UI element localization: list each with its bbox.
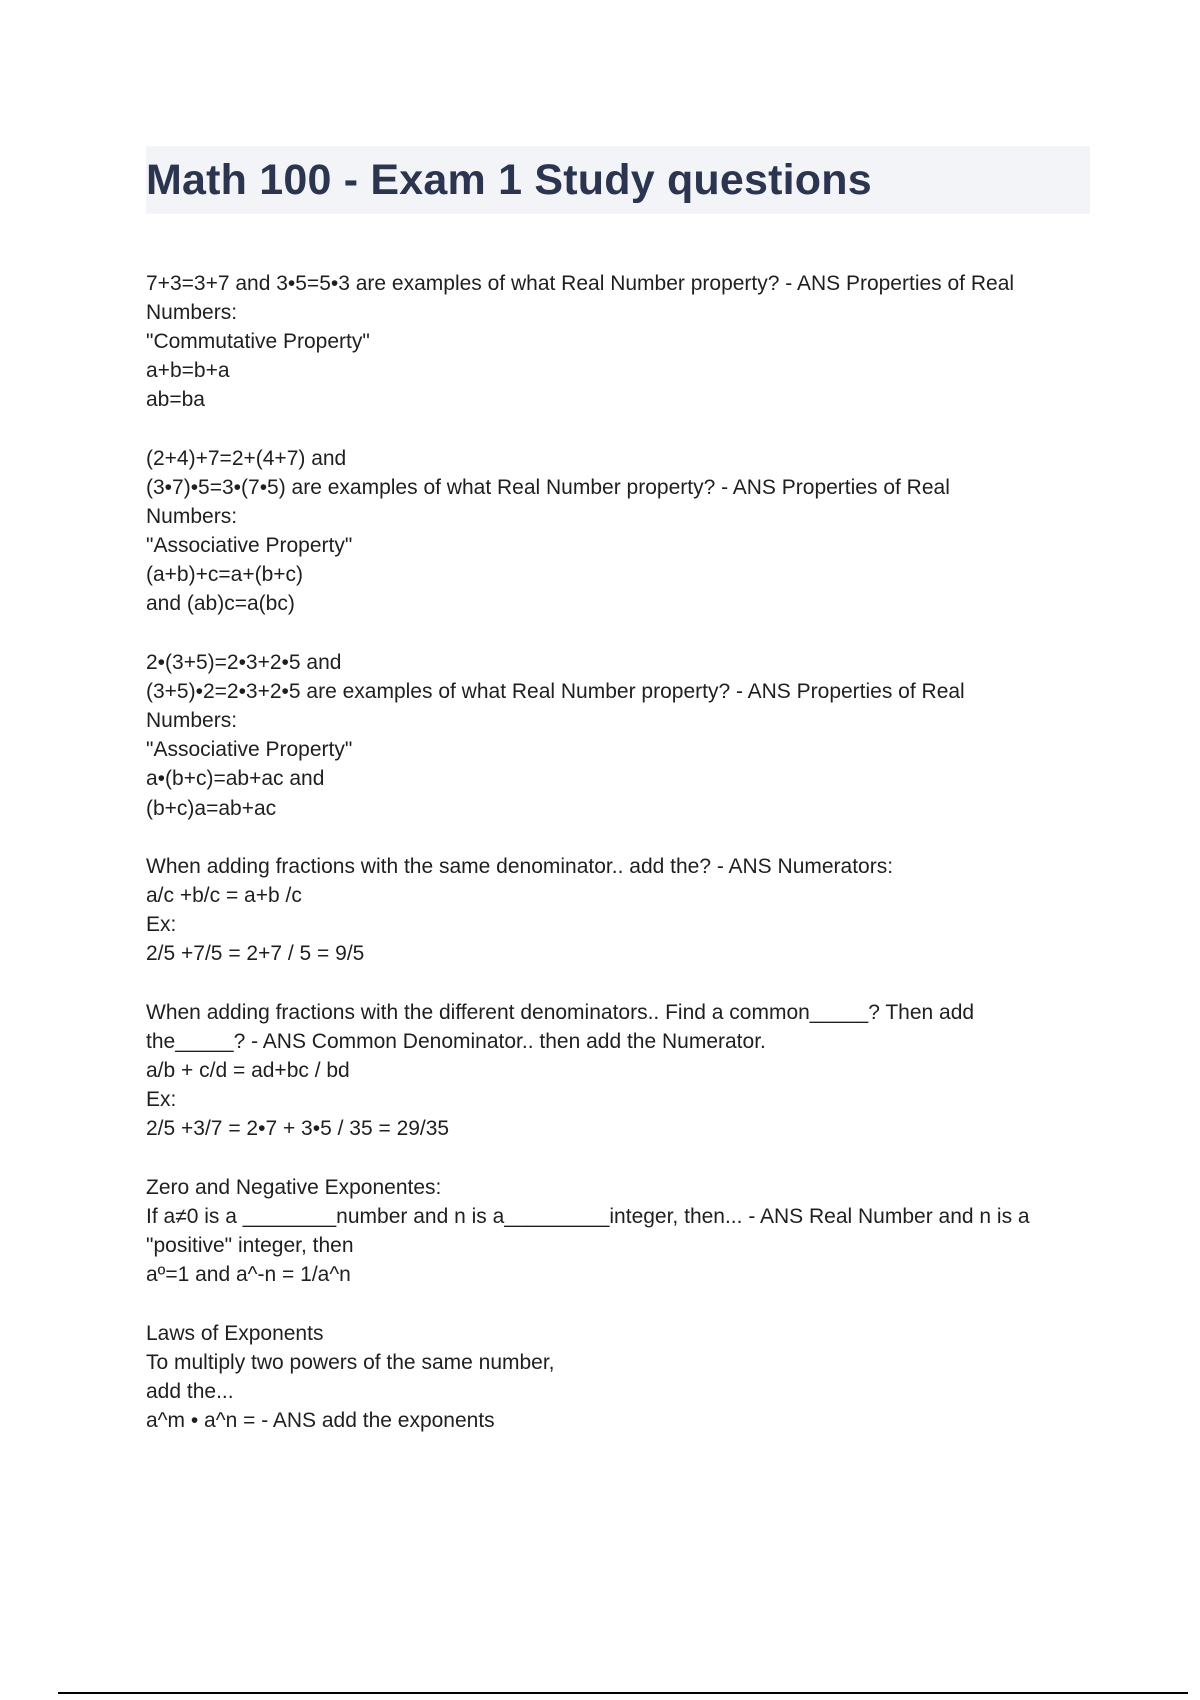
text-line: Ex: <box>146 1088 177 1112</box>
text-line: a•(b+c)=ab+ac and <box>146 767 325 791</box>
text-line: a/c +b/c = a+b /c <box>146 884 302 908</box>
text-line: a/b + c/d = ad+bc / bd <box>146 1059 350 1083</box>
question-item-1 <box>146 269 1090 414</box>
text-line: Zero and Negative Exponentes: <box>146 1175 442 1199</box>
question-item-5 <box>146 998 1090 1143</box>
text-line: Numbers: <box>146 505 238 529</box>
text-line: When adding fractions with the different denominators.. Find a common_____? Then add <box>146 1000 975 1024</box>
text-line: ab=ba <box>146 388 205 412</box>
text-line: the_____? - ANS Common Denominator.. then add the Numerator. <box>146 1030 766 1054</box>
text-line: "Associative Property" <box>146 534 353 558</box>
question-item-3 <box>146 648 1090 823</box>
text-line: (3+5)•2=2•3+2•5 are examples of what Real Number property? - ANS Properties of Real <box>146 680 965 704</box>
text-line: 2/5 +3/7 = 2•7 + 3•5 / 35 = 29/35 <box>146 1117 450 1141</box>
text-line: "Commutative Property" <box>146 330 370 354</box>
text-line: (3•7)•5=3•(7•5) are examples of what Real Number property? - ANS Properties of Real <box>146 476 950 500</box>
text-line: add the... <box>146 1380 234 1403</box>
text-line: Numbers: <box>146 301 238 325</box>
footer-divider <box>58 1692 1188 1694</box>
text-line: a^m • a^n = - ANS add the exponents <box>146 1409 495 1433</box>
text-line: To multiply two powers of the same number, <box>146 1350 555 1374</box>
text-line: Numbers: <box>146 709 238 733</box>
text-line: If a≠0 is a ________number and n is a_________integer, then... - ANS Real Number and n is a <box>146 1205 1030 1229</box>
text-line: When adding fractions with the same denominator.. add the? - ANS Numerators: <box>146 855 894 879</box>
question-list <box>146 269 1090 1465</box>
text-line: (a+b)+c=a+(b+c) <box>146 563 304 587</box>
text-line: 7+3=3+7 and 3•5=5•3 are examples of what Real Number property? - ANS Properties of Real <box>146 272 1015 295</box>
text-line: aº=1 and a^-n = 1/a^n <box>146 1263 351 1287</box>
page-title: Math 100 - Exam 1 Study questions <box>146 156 872 204</box>
text-line: and (ab)c=a(bc) <box>146 592 295 616</box>
text-line: "Associative Property" <box>146 738 353 762</box>
text-line: Laws of Exponents <box>146 1321 324 1345</box>
text-line: (2+4)+7=2+(4+7) and <box>146 446 347 470</box>
text-line: 2•(3+5)=2•3+2•5 and <box>146 651 342 675</box>
text-line: "positive" integer, then <box>146 1234 354 1258</box>
question-item-4 <box>146 852 1090 968</box>
text-line: Ex: <box>146 913 177 937</box>
question-item-7 <box>146 1319 1090 1435</box>
question-item-6 <box>146 1173 1090 1289</box>
text-line: a+b=b+a <box>146 359 230 383</box>
text-line: 2/5 +7/5 = 2+7 / 5 = 9/5 <box>146 942 365 966</box>
question-item-2 <box>146 444 1090 619</box>
text-line: (b+c)a=ab+ac <box>146 796 277 820</box>
